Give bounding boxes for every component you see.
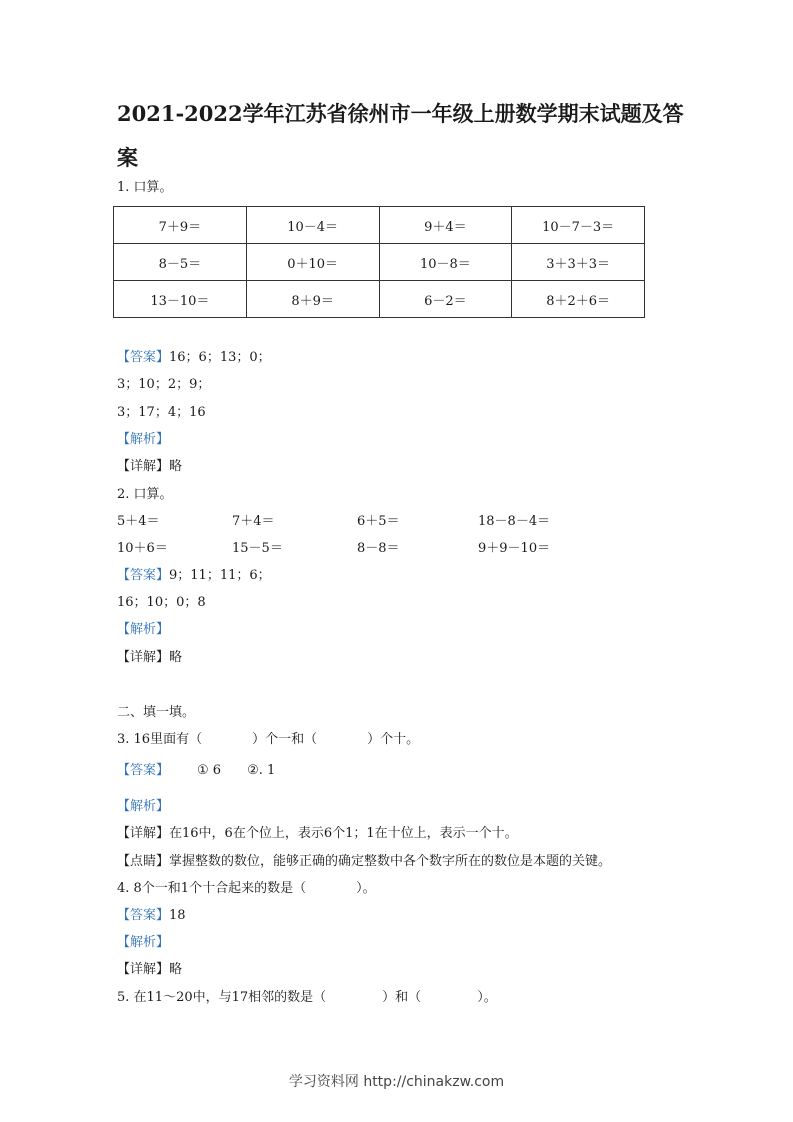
answer-item: ① 6: [197, 763, 222, 778]
table-cell: 3＋3＋3＝: [512, 244, 645, 281]
q3-label-part: ）个一和（: [252, 732, 318, 747]
q3-answer: [117, 762, 275, 780]
q4-label-part: 4. 8个一和1个十合起来的数是（: [117, 881, 307, 896]
q2-answer: [117, 567, 271, 585]
q4-label-part: ）。: [356, 881, 376, 896]
answer-text: 9；11；11；6；: [169, 568, 271, 583]
q3-label-part: ）个十。: [367, 732, 420, 747]
table-cell: 8＋9＝: [246, 281, 379, 318]
q2-item: 7＋4＝: [232, 514, 275, 529]
q5-label: [117, 989, 497, 1007]
q3-label: [117, 731, 419, 749]
q1-label: 1. 口算。: [117, 180, 173, 195]
table-row: [114, 244, 645, 281]
q5-label-part: ）。: [477, 990, 497, 1005]
answer-tag: 【答案】: [117, 763, 170, 778]
q2-detail: [117, 649, 182, 667]
answer-text: 18: [169, 908, 186, 923]
q2-answer-line2: 16；10；0；8: [117, 595, 206, 610]
q1-calc-table: [113, 206, 645, 318]
q2-item: 8－8＝: [357, 541, 400, 556]
answer-tag: 【答案】: [117, 908, 170, 923]
table-cell: 7＋9＝: [114, 207, 247, 244]
detail-tag: 【详解】: [117, 459, 170, 474]
q2-item: 9＋9－10＝: [478, 541, 551, 556]
q4-label: [117, 880, 376, 898]
detail-tag: 【详解】: [117, 826, 170, 841]
table-cell: 8－5＝: [114, 244, 247, 281]
answer-tag: 【答案】: [117, 350, 170, 365]
q1-answer: [117, 349, 271, 367]
q2-analysis-tag: 【解析】: [117, 622, 170, 637]
q3-analysis-tag: 【解析】: [117, 799, 170, 814]
table-cell: 0＋10＝: [246, 244, 379, 281]
q1-answer-line2: 3；10；2；9；: [117, 377, 211, 392]
table-cell: 8＋2＋6＝: [512, 281, 645, 318]
q4-analysis-tag: 【解析】: [117, 935, 170, 950]
q5-label-part: 5. 在11～20中，与17相邻的数是（: [117, 990, 327, 1005]
q1-answer-line3: 3；17；4；16: [117, 405, 206, 420]
q1-detail: [117, 458, 182, 476]
q2-item: 18－8－4＝: [478, 514, 551, 529]
table-cell: 9＋4＝: [379, 207, 512, 244]
table-row: [114, 207, 645, 244]
section-heading: 二、填一填。: [117, 705, 196, 720]
tip-tag: 【点睛】: [117, 854, 170, 869]
q2-item: 6＋5＝: [357, 514, 400, 529]
q2-item: 15－5＝: [232, 541, 283, 556]
answer-item: ②. 1: [247, 763, 276, 778]
q5-label-part: ）和（: [382, 990, 422, 1005]
answer-tag: 【答案】: [117, 568, 170, 583]
table-cell: 13－10＝: [114, 281, 247, 318]
table-cell: 6－2＝: [379, 281, 512, 318]
q2-item: 10＋6＝: [117, 541, 168, 556]
q2-item: 5＋4＝: [117, 514, 160, 529]
q3-label-part: 3. 16里面有（: [117, 732, 203, 747]
q1-analysis-tag: 【解析】: [117, 432, 170, 447]
detail-tag: 【详解】: [117, 650, 170, 665]
q4-answer: [117, 907, 186, 925]
q3-detail: [117, 825, 518, 843]
page-footer: 学习资料网 http://chinakzw.com: [288, 1074, 505, 1090]
q2-label: 2. 口算。: [117, 487, 173, 502]
page-title: 2021-2022学年江苏省徐州市一年级上册数学期末试题及答案: [117, 101, 684, 170]
detail-text: 略: [169, 459, 183, 474]
detail-text: 略: [169, 650, 183, 665]
table-row: [114, 281, 645, 318]
table-cell: 10－7－3＝: [512, 207, 645, 244]
tip-text: 掌握整数的数位，能够正确的确定整数中各个数字所在的数位是本题的关键。: [169, 854, 612, 869]
table-cell: 10－4＝: [246, 207, 379, 244]
detail-tag: 【详解】: [117, 962, 170, 977]
answer-text: 16；6；13；0；: [169, 350, 271, 365]
table-cell: 10－8＝: [379, 244, 512, 281]
detail-text: 略: [169, 962, 183, 977]
q3-tip: [117, 853, 611, 871]
detail-text: 在16中，6在个位上，表示6个1；1在十位上，表示一个十。: [169, 826, 518, 841]
q4-detail: [117, 961, 182, 979]
